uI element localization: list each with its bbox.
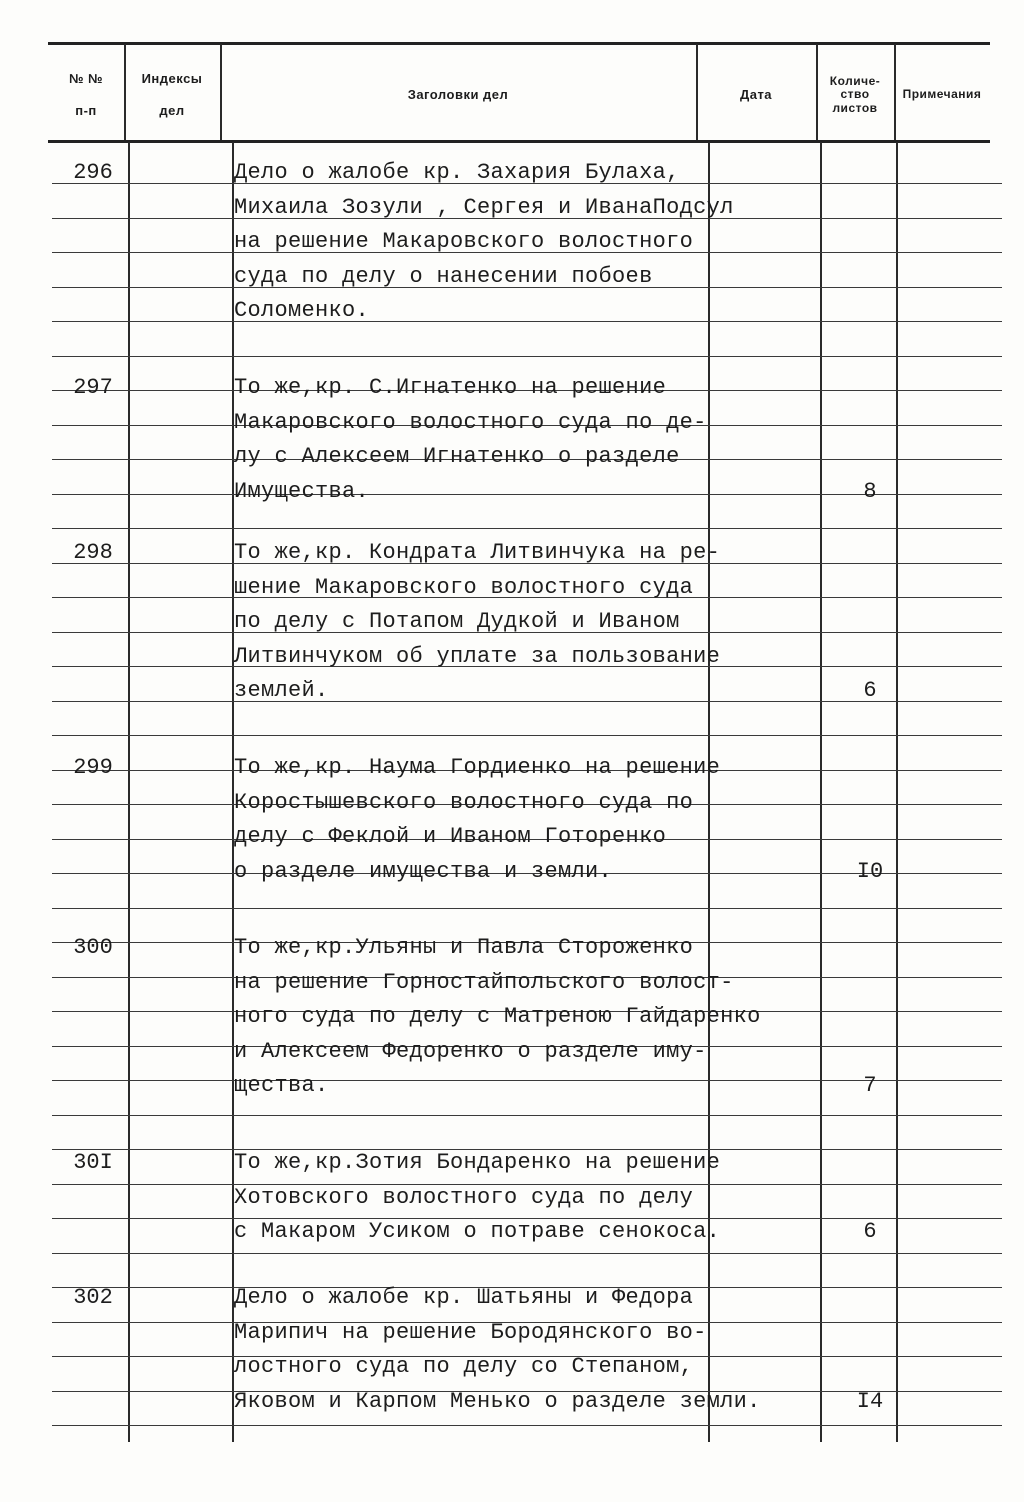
- header-col-sheets-line2: ство: [840, 87, 870, 102]
- entry-title-line: Михаила Зозули , Сергея и ИванаПодсул: [234, 194, 734, 220]
- entry-title-line: То же,кр. Кондрата Литвинчука на ре-: [234, 540, 721, 565]
- ruled-line: [52, 321, 1002, 322]
- header-divider: [696, 44, 698, 140]
- ruled-line: [52, 1115, 1002, 1116]
- ruled-line: [52, 1425, 1002, 1426]
- header-top-rule: [48, 42, 990, 45]
- entry-title-line: Соломенко.: [234, 298, 370, 323]
- entry-number: 30I: [73, 1150, 113, 1175]
- entry-title-line: ного суда по делу с Матреною Гайдаренко: [234, 1004, 761, 1029]
- entry-title-line: шение Макаровского волостного суда: [234, 574, 694, 600]
- entry-title-line: на решение Горностайпольского волост-: [234, 969, 734, 995]
- entry-title-line: Марипич на решение Бородянского во-: [234, 1319, 707, 1345]
- header-col-sheets-line1: Количе-: [829, 74, 881, 89]
- entry-sheet-count: I4: [856, 1388, 884, 1414]
- entry-title-line: Литвинчуком об уплате за пользование: [234, 643, 721, 669]
- header-col-index-line2: дел: [159, 103, 185, 118]
- column-divider-sheets: [820, 142, 822, 1442]
- entry-title-line: по делу с Потапом Дудкой и Иваном: [234, 609, 680, 634]
- ruled-line: [52, 908, 1002, 909]
- entry-title-line: о разделе имущества и земли.: [234, 858, 613, 884]
- entry-sheet-count: 6: [863, 1219, 877, 1244]
- entry-number: 302: [73, 1285, 113, 1310]
- header-col-title-label: Заголовки дел: [407, 86, 509, 102]
- entry-title-line: с Макаром Усиком о потраве сенокоса.: [234, 1219, 721, 1244]
- ruled-line: [52, 1253, 1002, 1254]
- entry-number: 298: [73, 540, 113, 565]
- entry-number: 300: [73, 935, 113, 960]
- header-col-sheets-line3: листов: [832, 100, 878, 115]
- header-divider: [124, 44, 126, 140]
- entry-number: 299: [73, 755, 113, 780]
- entry-title-line: и Алексеем Федоренко о разделе иму-: [234, 1038, 707, 1064]
- entry-title-line: Яковом и Карпом Менько о разделе земли.: [234, 1388, 761, 1414]
- entry-title-line: То же,кр. Наума Гордиенко на решение: [234, 755, 721, 780]
- header-col-number: [48, 48, 124, 142]
- entry-number: 296: [73, 160, 113, 185]
- entry-title-line: Коростышевского волостного суда по: [234, 789, 694, 815]
- entry-sheet-count: 8: [863, 478, 877, 504]
- entry-title-line: Дело о жалобе кр. Шатьяны и Федора: [234, 1285, 694, 1310]
- header-col-notes: [894, 48, 990, 142]
- ruled-line: [52, 735, 1002, 736]
- entry-title-line: То же,кр. С.Игнатенко на решение: [234, 375, 667, 400]
- entry-title-line: Имущества.: [234, 478, 370, 504]
- ruled-line: [52, 528, 1002, 529]
- ruled-line: [52, 356, 1002, 357]
- header-col-title: [220, 48, 696, 142]
- entry-title-line: на решение Макаровского волостного: [234, 229, 694, 254]
- entry-title-line: То же,кр.Зотия Бондаренко на решение: [234, 1150, 721, 1175]
- column-divider-index: [128, 142, 130, 1442]
- header-col-sheets: [816, 48, 894, 142]
- entry-sheet-count: 7: [863, 1073, 877, 1098]
- entry-title-line: делу с Феклой и Иваном Готоренко: [234, 824, 667, 849]
- header-col-date: [696, 48, 816, 142]
- entry-sheet-count: I0: [856, 858, 884, 884]
- header-divider: [894, 44, 896, 140]
- header-col-index: [124, 48, 220, 142]
- entry-number: 297: [73, 375, 113, 400]
- column-divider-date: [708, 142, 710, 1442]
- header-col-index-line1: Индексы: [141, 70, 203, 86]
- entry-title-line: Хотовского волостного суда по делу: [234, 1184, 694, 1210]
- entry-title-line: лостного суда по делу со Степаном,: [234, 1354, 694, 1379]
- entry-sheet-count: 6: [863, 678, 877, 703]
- entry-title-line: щества.: [234, 1073, 329, 1098]
- header-col-notes-label: Примечания: [902, 87, 982, 102]
- entry-title-line: землей.: [234, 678, 329, 703]
- header-divider: [220, 44, 222, 140]
- entry-title-line: То же,кр.Ульяны и Павла Стороженко: [234, 935, 694, 960]
- entry-title-line: суда по делу о нанесении побоев: [234, 263, 653, 289]
- entry-title-line: лу с Алексеем Игнатенко о разделе: [234, 444, 680, 469]
- entry-title-line: Макаровского волостного суда по де-: [234, 409, 707, 435]
- header-col-date-label: Дата: [739, 86, 773, 102]
- header-divider: [816, 44, 818, 140]
- column-divider-notes: [896, 142, 898, 1442]
- entry-title-line: Дело о жалобе кр. Захария Булаха,: [234, 160, 680, 185]
- header-col-number-line2: п-п: [75, 103, 97, 118]
- header-col-number-line1: № №: [68, 70, 104, 86]
